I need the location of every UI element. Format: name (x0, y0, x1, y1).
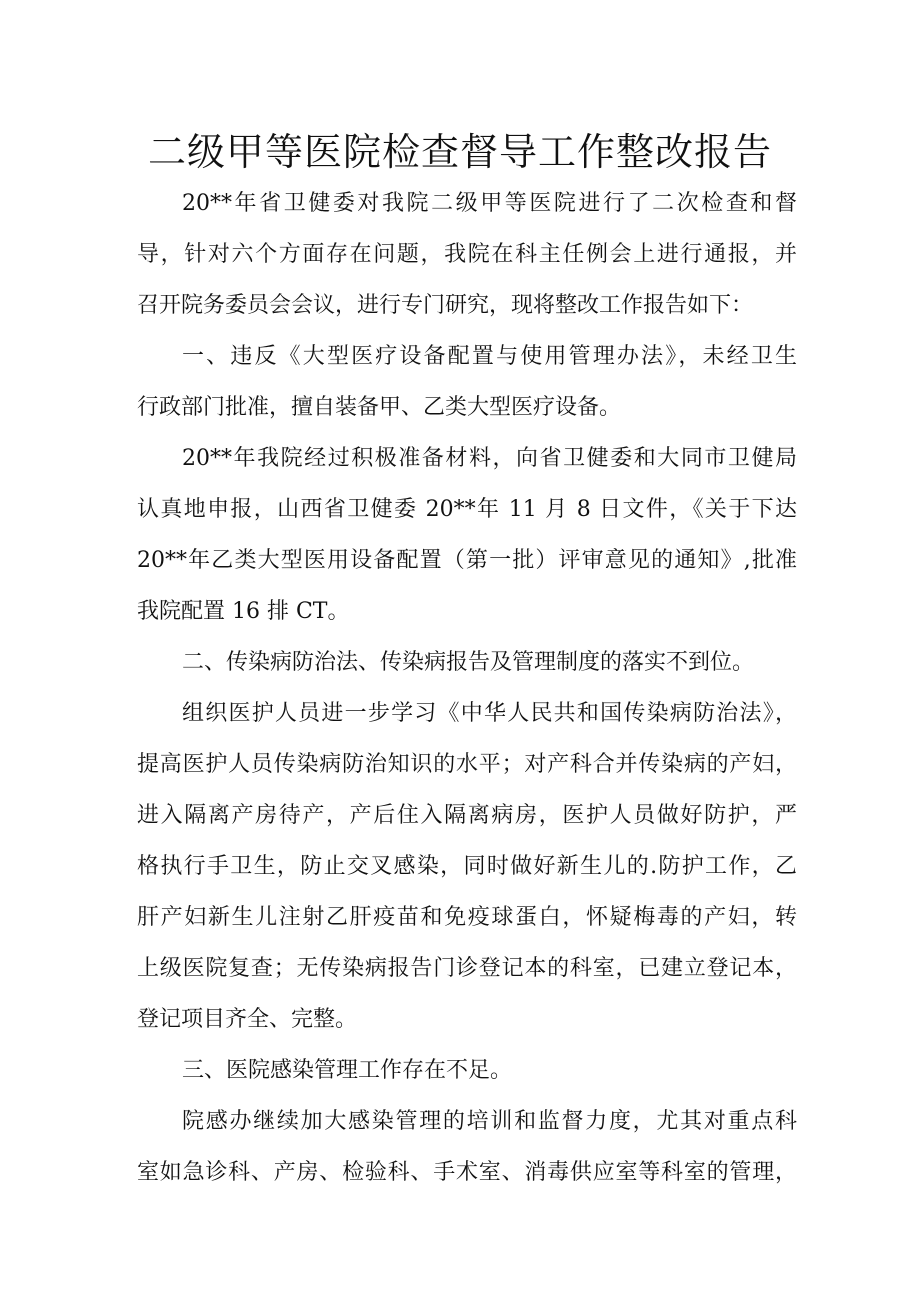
paragraph-line: 20**年我院经过积极准备材料，向省卫健委和大同市卫健局 (182, 446, 797, 471)
paragraph-line: 室如急诊科、产房、检验科、手术室、消毒供应室等科室的管理， (137, 1160, 797, 1185)
paragraph-line: 肝产妇新生儿注射乙肝疫苗和免疫球蛋白，怀疑梅毒的产妇，转 (137, 905, 797, 930)
paragraph-line: 提高医护人员传染病防治知识的水平；对产科合并传染病的产妇， (137, 752, 797, 777)
paragraph-line: 登记项目齐全、完整。 (137, 1007, 358, 1032)
paragraph-line: 20**年乙类大型医用设备配置（第一批）评审意见的通知》,批准 (137, 548, 797, 573)
paragraph-line: 召开院务委员会会议，进行专门研究，现将整改工作报告如下： (137, 293, 754, 318)
section-heading-line: 一、违反《大型医疗设备配置与使用管理办法》，未经卫生 (182, 344, 797, 369)
paragraph-line: 上级医院复查；无传染病报告门诊登记本的科室，已建立登记本， (137, 956, 797, 981)
paragraph-line: 我院配置 16 排 CT。 (137, 599, 350, 624)
section-heading-line: 二、传染病防治法、传染病报告及管理制度的落实不到位。 (182, 650, 755, 675)
paragraph-line: 认真地申报，山西省卫健委 20**年 11 月 8 日文件，《关于下达 (137, 497, 797, 522)
paragraph-line: 院感办继续加大感染管理的培训和监督力度，尤其对重点科 (182, 1109, 797, 1134)
paragraph-line: 进入隔离产房待产，产后住入隔离病房，医护人员做好防护，严 (137, 803, 797, 828)
section-heading-line: 三、医院感染管理工作存在不足。 (182, 1058, 513, 1083)
document-title: 二级甲等医院检查督导工作整改报告 (147, 130, 772, 174)
paragraph-line: 格执行手卫生，防止交叉感染，同时做好新生儿的.防护工作，乙 (137, 854, 797, 879)
paragraph-line: 组织医护人员进一步学习《中华人民共和国传染病防治法》， (182, 701, 797, 726)
paragraph-line: 导，针对六个方面存在问题，我院在科主任例会上进行通报，并 (137, 242, 797, 267)
section-heading-line: 行政部门批准，擅自装备甲、乙类大型医疗设备。 (137, 395, 622, 420)
paragraph-line: 20**年省卫健委对我院二级甲等医院进行了二次检查和督 (182, 191, 797, 216)
